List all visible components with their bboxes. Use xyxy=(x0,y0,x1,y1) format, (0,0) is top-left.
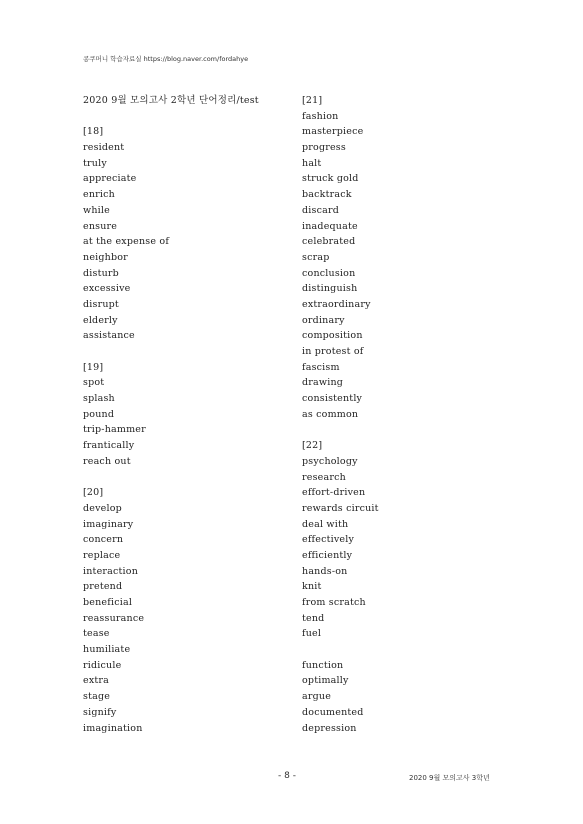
blank-line xyxy=(83,344,288,360)
footer-exam-label: 2020 9월 모의고사 3학년 xyxy=(409,774,490,782)
vocab-word: while xyxy=(83,204,110,216)
vocab-word: consistently xyxy=(302,393,363,405)
vocab-word: optimally xyxy=(302,675,349,687)
vocab-word: efficiently xyxy=(302,549,353,561)
vocab-word: reassurance xyxy=(83,612,145,624)
vocab-word: backtrack xyxy=(302,189,352,201)
vocab-word: effectively xyxy=(302,534,355,546)
vocab-word: splash xyxy=(83,393,115,405)
vocab-word: frantically xyxy=(83,440,135,452)
vocab-word: halt xyxy=(302,157,322,169)
vocab-word: excessive xyxy=(83,283,131,295)
section-heading: [22] xyxy=(302,440,323,452)
vocab-word: signify xyxy=(83,706,117,718)
vocab-word: beneficial xyxy=(83,597,133,608)
vocab-word: effort-driven xyxy=(302,487,366,499)
section-heading: 2020 9월 모의고사 2학년 단어정리/test xyxy=(83,95,259,106)
vocab-word: argue xyxy=(302,691,332,703)
vocab-word: disrupt xyxy=(83,298,119,310)
left-word-column xyxy=(83,93,288,736)
vocab-word: function xyxy=(302,659,344,671)
vocab-word: imaginary xyxy=(83,518,134,530)
vocab-word: as common xyxy=(302,408,359,420)
vocab-word: at the expense of xyxy=(83,236,170,248)
page-header: 콩쿠머니 학습자료실 https://blog.naver.com/fordahye xyxy=(83,55,249,63)
blank-line xyxy=(302,422,502,438)
vocab-word: resident xyxy=(83,142,125,154)
vocab-word: develop xyxy=(83,502,122,514)
vocab-word: psychology xyxy=(302,455,358,467)
section-heading: [20] xyxy=(83,487,104,499)
vocab-word: masterpiece xyxy=(302,126,364,138)
vocab-word: elderly xyxy=(83,314,118,326)
vocab-word: distinguish xyxy=(302,283,358,295)
vocab-word: truly xyxy=(83,157,107,169)
vocab-word: stage xyxy=(83,691,111,703)
vocab-word: tease xyxy=(83,628,110,640)
vocab-word: reach out xyxy=(83,455,131,467)
vocab-word: ordinary xyxy=(302,314,345,326)
vocab-word: concern xyxy=(83,534,124,546)
vocab-word: discard xyxy=(302,204,340,216)
vocab-word: extraordinary xyxy=(302,298,371,310)
section-heading: [19] xyxy=(83,361,104,373)
vocab-word: deal with xyxy=(302,518,349,530)
vocab-word: imagination xyxy=(83,722,143,734)
vocab-word: pretend xyxy=(83,581,123,593)
vocab-word: neighbor xyxy=(83,251,128,263)
vocab-word: conclusion xyxy=(302,267,356,279)
vocab-word: fashion xyxy=(302,110,339,122)
blank-line xyxy=(83,470,288,486)
vocab-word: struck gold xyxy=(302,173,359,185)
vocab-word: documented xyxy=(302,706,364,718)
vocab-word: replace xyxy=(83,549,121,561)
vocab-word: depression xyxy=(302,722,357,734)
vocab-word: ridicule xyxy=(83,659,122,671)
blank-line xyxy=(302,642,502,658)
vocab-word: trip-hammer xyxy=(83,424,146,436)
vocab-word: fuel xyxy=(302,628,322,640)
vocab-word: celebrated xyxy=(302,236,356,248)
vocab-word: research xyxy=(302,471,346,483)
vocab-word: hands-on xyxy=(302,565,348,577)
vocab-word: ensure xyxy=(83,220,118,232)
vocab-word: inadequate xyxy=(302,220,358,232)
vocab-word: disturb xyxy=(83,267,119,279)
vocab-word: knit xyxy=(302,581,322,593)
vocab-word: composition xyxy=(302,330,363,342)
vocab-word: enrich xyxy=(83,189,115,201)
section-heading: [18] xyxy=(83,126,104,138)
vocab-word: from scratch xyxy=(302,597,366,608)
vocab-word: scrap xyxy=(302,251,330,263)
vocab-word: spot xyxy=(83,377,105,389)
vocab-word: in protest of xyxy=(302,346,364,357)
vocab-word: pound xyxy=(83,408,115,420)
section-heading: [21] xyxy=(302,95,323,106)
right-word-column xyxy=(302,93,502,736)
vocab-word: humiliate xyxy=(83,644,131,656)
vocab-word: extra xyxy=(83,675,110,687)
page-number: - 8 - xyxy=(278,771,296,781)
vocab-word: tend xyxy=(302,612,325,624)
vocab-word: interaction xyxy=(83,565,139,577)
vocab-word: progress xyxy=(302,142,346,154)
vocab-word: appreciate xyxy=(83,173,137,185)
vocab-word: rewards circuit xyxy=(302,502,379,514)
vocab-word: drawing xyxy=(302,377,344,389)
vocab-word: assistance xyxy=(83,330,135,342)
vocab-word: fascism xyxy=(302,361,340,373)
blank-line xyxy=(83,109,288,125)
